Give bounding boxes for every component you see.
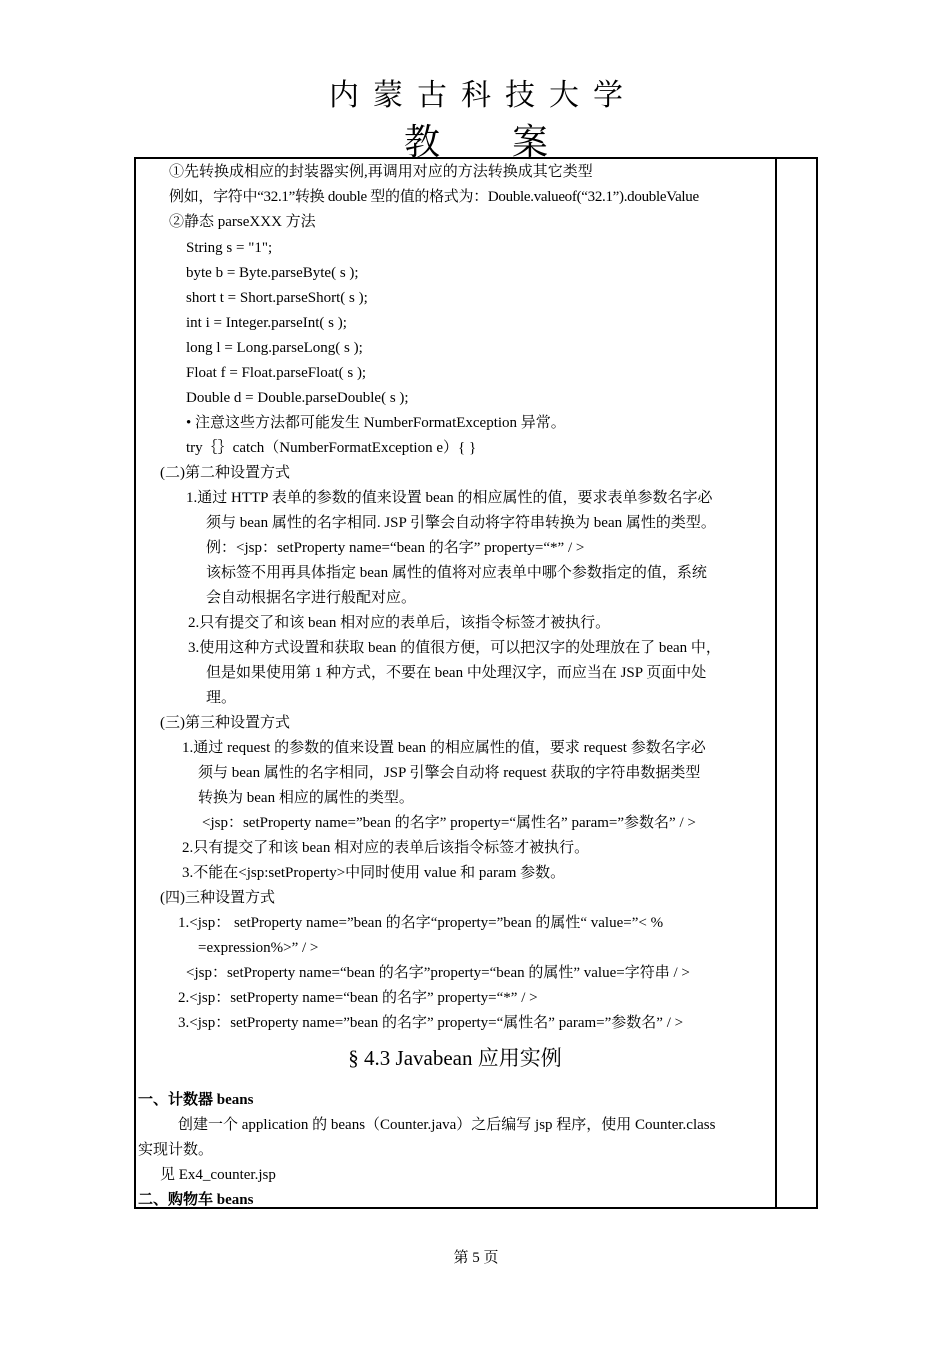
code-line: <jsp：setProperty name=“bean 的名字”property=“bean 的属性” value=字符串 / >	[186, 965, 690, 981]
section-heading: § 4.3 Javabean 应用实例	[348, 1046, 562, 1070]
subsection-title: (三)第三种设置方式	[160, 715, 290, 731]
text-line: 但是如果使用第 1 种方式，不要在 bean 中处理汉字，而应当在 JSP 页面中处	[206, 665, 707, 681]
text-line: 1.通过 request 的参数的值来设置 bean 的相应属性的值，要求 request 参数名字必	[182, 740, 706, 756]
code-line: Double d = Double.parseDouble( s );	[186, 390, 409, 406]
text-line: 2.只有提交了和该 bean 相对应的表单后，该指令标签才被执行。	[188, 615, 611, 631]
code-line: int i = Integer.parseInt( s );	[186, 315, 347, 331]
text-line: 1.通过 HTTP 表单的参数的值来设置 bean 的相应属性的值，要求表单参数名字必	[186, 490, 713, 506]
code-line: try｛｝catch（NumberFormatException e）{ }	[186, 440, 477, 456]
table-column-divider	[775, 157, 777, 1209]
text-line: 例如，字符中“32.1”转换 double 型的值的格式为：Double.valueof(“32.1”).doubleValue	[169, 189, 699, 205]
text-line: 实现计数。	[138, 1142, 214, 1158]
text-line: 3.不能在<jsp:setProperty>中同时使用 value 和 param 参数。	[182, 865, 566, 881]
code-line: byte b = Byte.parseByte( s );	[186, 265, 359, 281]
document-type-title: 教案	[403, 122, 620, 163]
code-line: long l = Long.parseLong( s );	[186, 340, 363, 356]
text-line: ①先转换成相应的封装器实例,再调用对应的方法转换成其它类型	[169, 164, 593, 180]
heading-counter-beans: 一、计数器 beans	[138, 1092, 254, 1108]
code-line: String s = "1";	[186, 240, 273, 256]
text-line: 须与 bean 属性的名字相同. JSP 引擎会自动将字符串转换为 bean 属性的类型。	[206, 515, 716, 531]
code-line: short t = Short.parseShort( s );	[186, 290, 368, 306]
subsection-title: (四)三种设置方式	[160, 890, 275, 906]
text-line: 例：<jsp：setProperty name=“bean 的名字” property=“*” / >	[206, 540, 585, 556]
text-line: 转换为 bean 相应的属性的类型。	[198, 790, 414, 806]
text-line: 创建一个 application 的 beans（Counter.java）之后编写 jsp 程序，使用 Counter.class	[178, 1117, 716, 1133]
text-line: 2.只有提交了和该 bean 相对应的表单后该指令标签才被执行。	[182, 840, 590, 856]
heading-cart-beans: 二、购物车 beans	[138, 1192, 254, 1208]
text-line: 3.使用这种方式设置和获取 bean 的值很方便，可以把汉字的处理放在了 bean 中，	[188, 640, 721, 656]
code-line: 1.<jsp： setProperty name=”bean 的名字“property=”bean 的属性“ value=”< %	[178, 915, 664, 931]
code-line: 3.<jsp：setProperty name=”bean 的名字” property=“属性名” param=”参数名” / >	[178, 1015, 684, 1031]
subsection-title: (二)第二种设置方式	[160, 465, 290, 481]
code-line: 2.<jsp：setProperty name=“bean 的名字” property=“*” / >	[178, 990, 538, 1006]
text-line: 须与 bean 属性的名字相同，JSP 引擎会自动将 request 获取的字符串数据类型	[198, 765, 701, 781]
code-line: =expression%>” / >	[198, 940, 319, 956]
text-line: 见 Ex4_counter.jsp	[160, 1167, 276, 1183]
text-line: ②静态 parseXXX 方法	[169, 214, 316, 230]
text-line: 会自动根据名字进行般配对应。	[206, 590, 417, 606]
text-line: 理。	[206, 690, 237, 706]
code-line: Float f = Float.parseFloat( s );	[186, 365, 367, 381]
text-line: 该标签不用再具体指定 bean 属性的值将对应表单中哪个参数指定的值，系统	[206, 565, 707, 581]
code-line: <jsp：setProperty name=”bean 的名字” property=“属性名” param=”参数名” / >	[202, 815, 696, 831]
note-line: • 注意这些方法都可能发生 NumberFormatException 异常。	[186, 415, 566, 431]
page-number: 第 5 页	[453, 1250, 499, 1266]
university-title: 内蒙古科技大学	[329, 78, 637, 113]
